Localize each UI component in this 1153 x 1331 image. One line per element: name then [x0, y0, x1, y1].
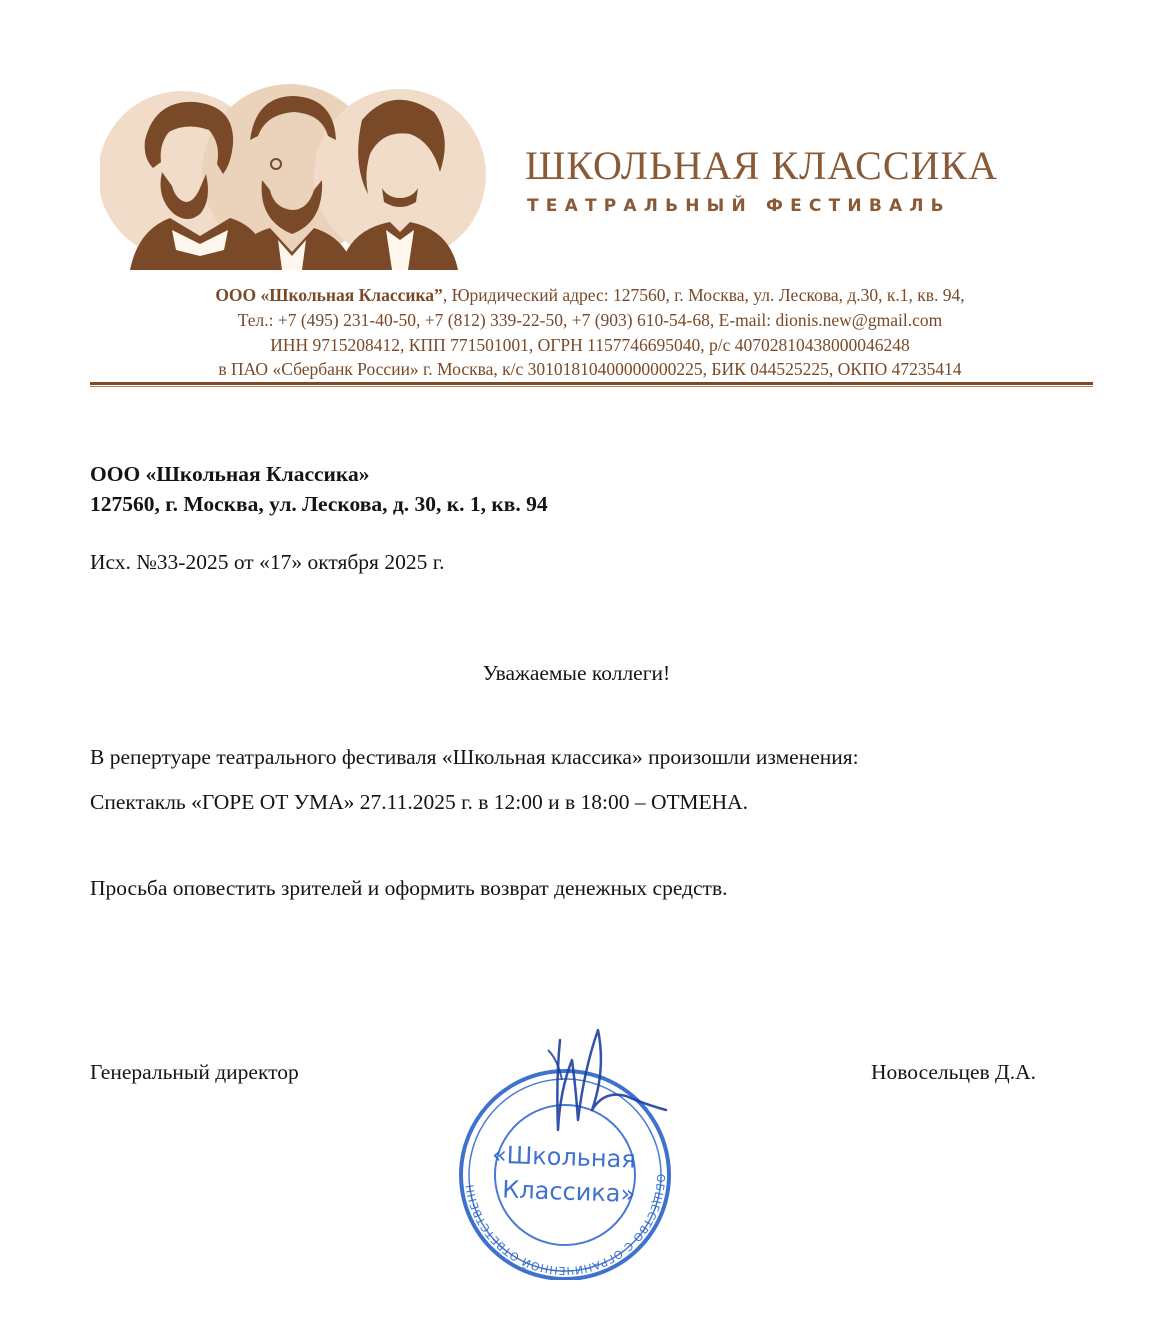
letterhead-contacts: Тел.: +7 (495) 231-40-50, +7 (812) 339-22-50, +7 (903) 610-54-68, E-mail: dionis.new@gmail.com	[237, 310, 943, 330]
letterhead-divider	[90, 382, 1093, 385]
paragraph-request: Просьба оповестить зрителей и оформить возврат денежных средств.	[90, 876, 728, 900]
letterhead-legal-address: , Юридический адрес: 127560, г. Москва, ул. Лескова, д.30, к.1, кв. 94,	[442, 285, 965, 305]
svg-text:«Школьная: «Школьная	[491, 1140, 637, 1174]
recipient-name: ООО «Школьная Классика»	[90, 462, 370, 486]
letterhead-ids: ИНН 9715208412, КПП 771501001, ОГРН 1157746695040, р/с 40702810438000046248	[270, 335, 910, 355]
brand-subtitle: ТЕАТРАЛЬНЫЙ ФЕСТИВАЛЬ	[527, 196, 951, 216]
paragraph-cancellation: Спектакль «ГОРЕ ОТ УМА» 27.11.2025 г. в 12:00 и в 18:00 – ОТМЕНА.	[90, 790, 749, 814]
signatory-name: Новосельцев Д.А.	[871, 1060, 1036, 1084]
letterhead-portraits-logo	[100, 80, 510, 270]
svg-text:ОБЩЕСТВО С ОГРАНИЧЕННОЙ ОТВЕТС: ОБЩЕСТВО С ОГРАНИЧЕННОЙ ОТВЕТСТВЕННОСТЬЮ	[463, 1173, 668, 1278]
brand-title: ШКОЛЬНАЯ КЛАССИКА	[525, 143, 998, 188]
letterhead-bank: в ПАО «Сбербанк России» г. Москва, к/с 30101810400000000225, БИК 044525225, ОКПО 47235414	[218, 359, 962, 379]
paragraph-changes: В репертуаре театрального фестиваля «Школьная классика» произошли изменения:	[90, 745, 859, 769]
outgoing-reference: Исх. №33-2025 от «17» октября 2025 г.	[90, 550, 445, 574]
greeting: Уважаемые коллеги!	[482, 661, 671, 685]
letterhead-divider-thin	[90, 386, 1093, 387]
letterhead-address-line	[90, 285, 1090, 306]
company-seal	[440, 1010, 690, 1280]
svg-text:Классика»: Классика»	[501, 1175, 636, 1209]
recipient-address: 127560, г. Москва, ул. Лескова, д. 30, к. 1, кв. 94	[90, 492, 548, 516]
letterhead-org-name: ООО «Школьная Классика”	[215, 285, 443, 305]
signatory-position: Генеральный директор	[90, 1060, 299, 1084]
